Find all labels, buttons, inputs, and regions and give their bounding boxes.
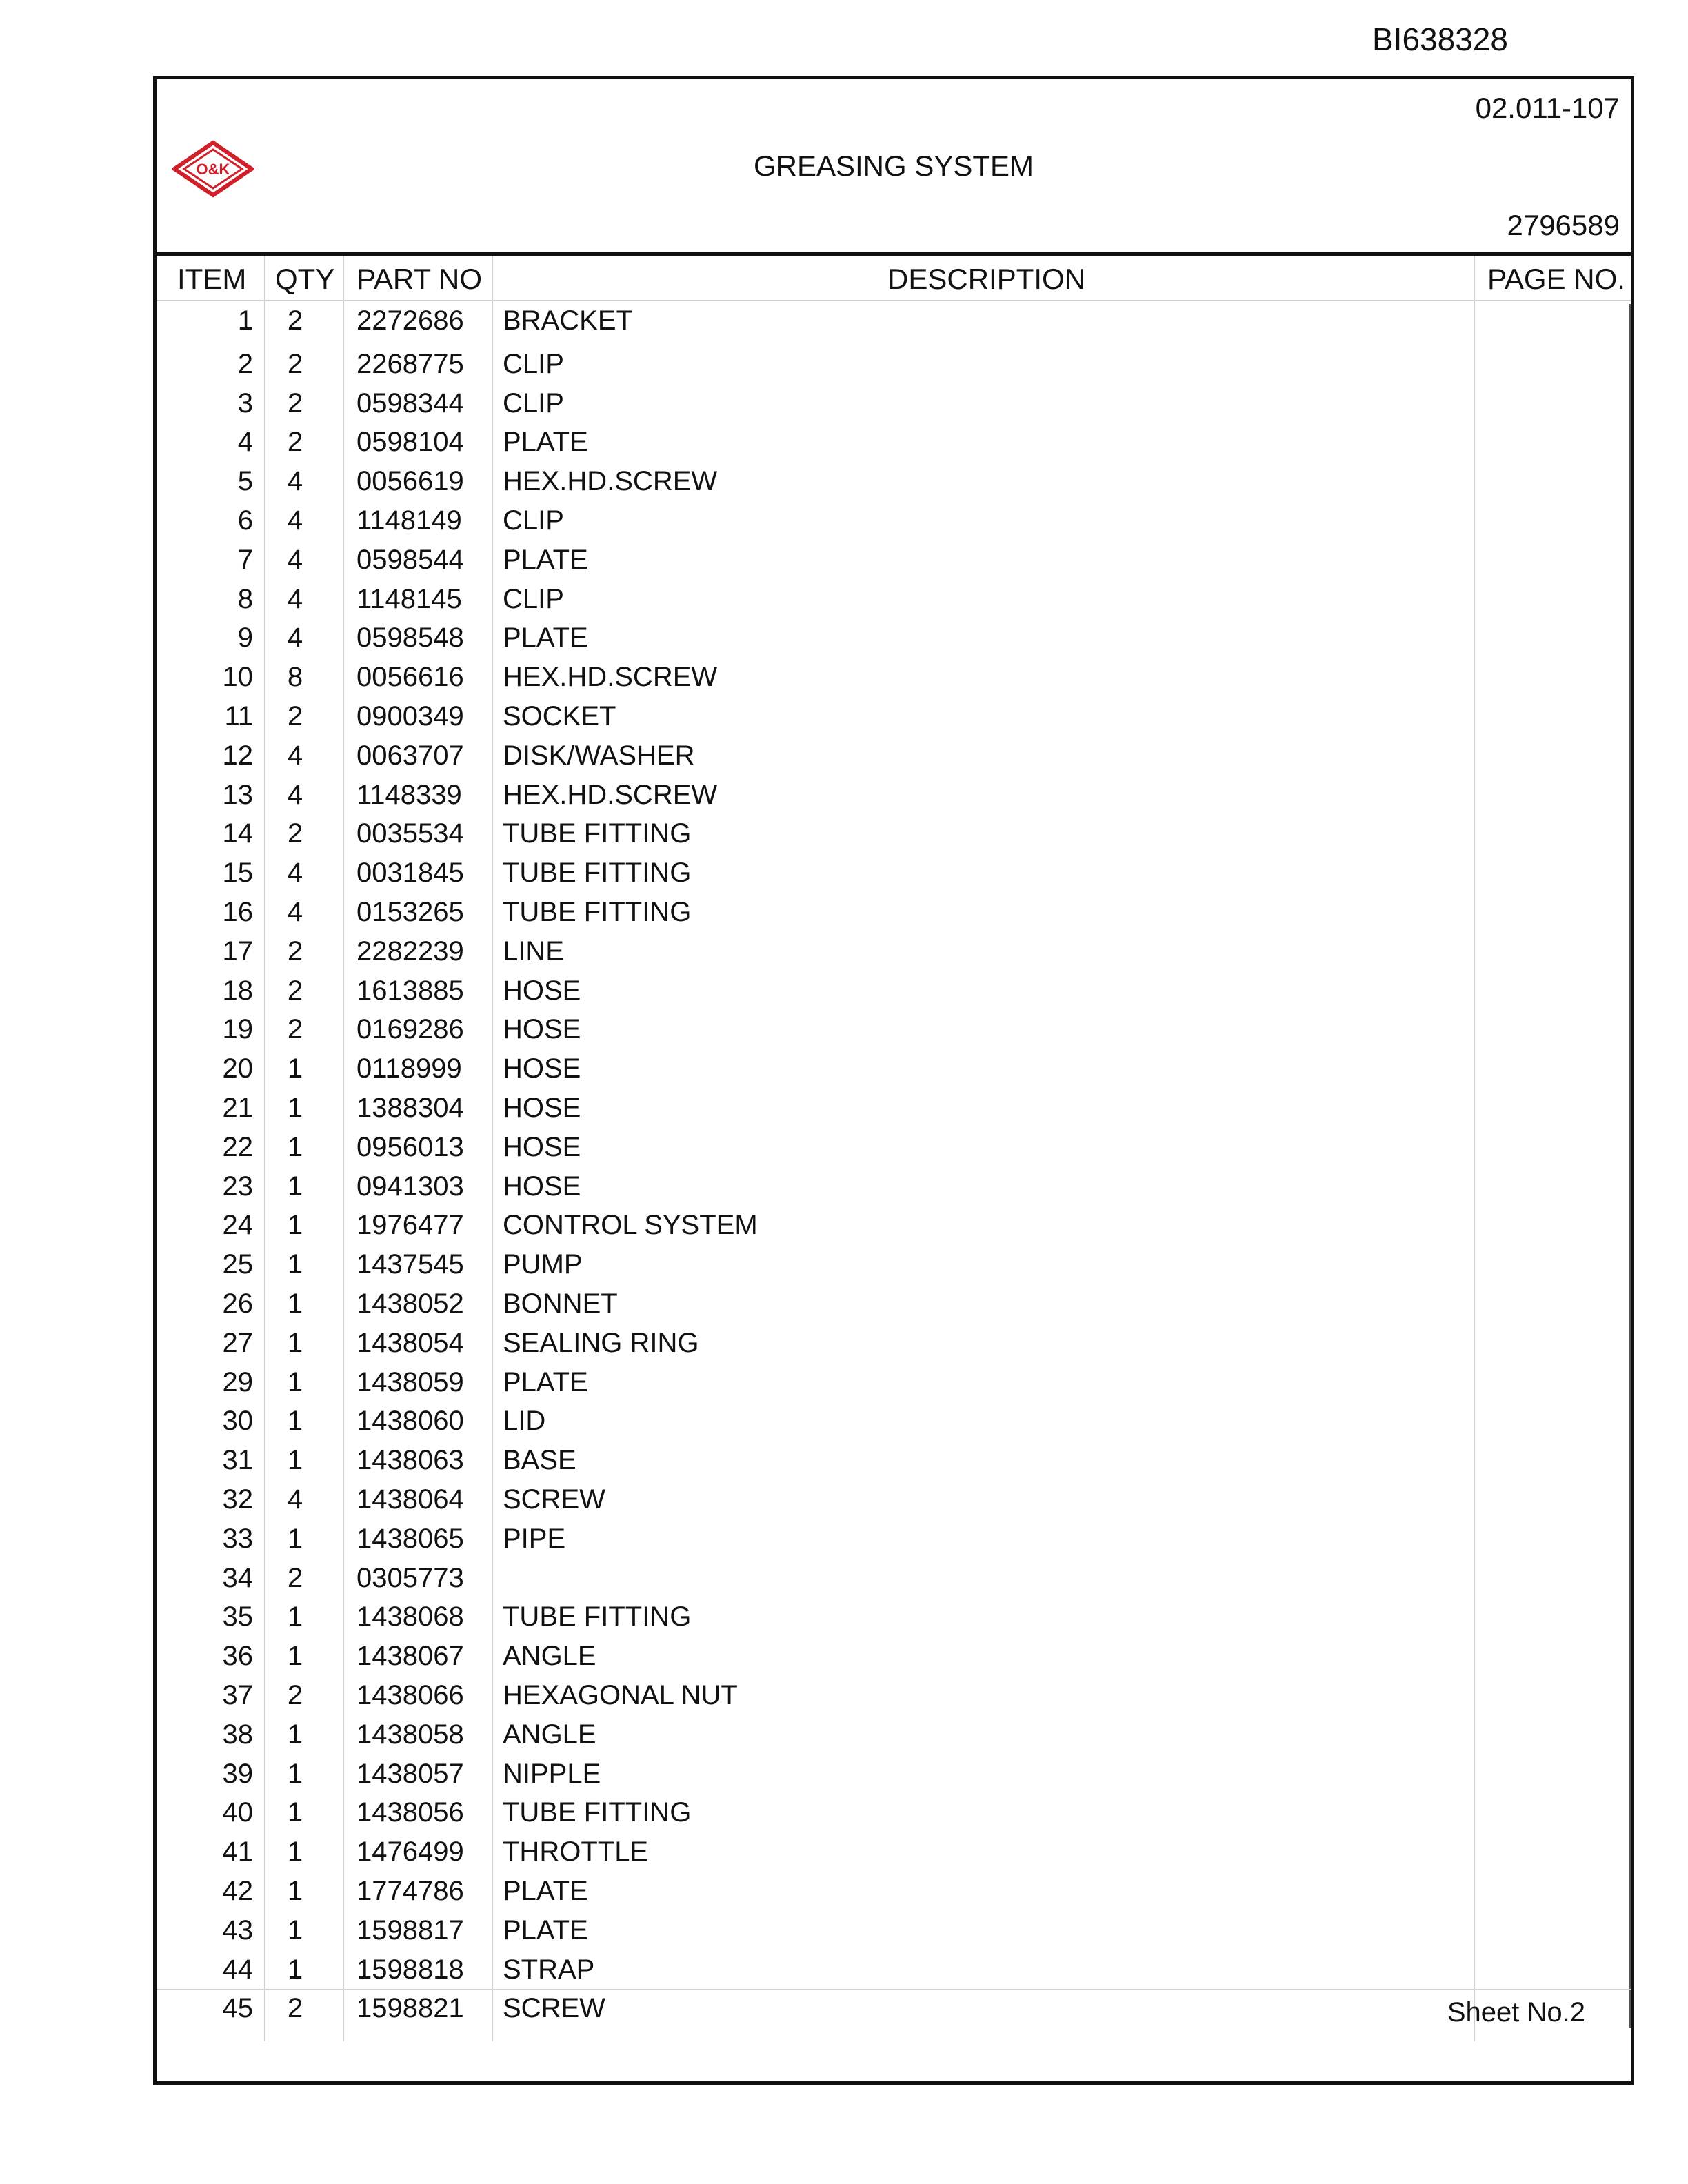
row-item: 3 [237, 387, 253, 418]
table-row [157, 975, 1631, 1014]
group-number: 02.011-107 [1475, 92, 1620, 124]
row-description: PLATE [503, 1366, 588, 1397]
row-item: 19 [222, 1014, 253, 1045]
row-description: THROTTLE [503, 1837, 649, 1868]
table-row [157, 1367, 1631, 1406]
col-header-part-no: PART NO [356, 263, 483, 295]
table-row [157, 1014, 1631, 1053]
sheet-title: GREASING SYSTEM [753, 150, 1034, 182]
row-item: 17 [222, 936, 253, 967]
row-part-no: 1148339 [356, 779, 462, 810]
row-item: 4 [237, 427, 253, 458]
row-description: HOSE [503, 975, 581, 1006]
row-description: SOCKET [503, 701, 616, 731]
row-description: PLATE [503, 544, 588, 575]
table-row [157, 505, 1631, 544]
row-description: PIPE [503, 1523, 566, 1554]
row-item: 9 [237, 623, 253, 654]
table-row [157, 1837, 1631, 1875]
row-qty: 1 [287, 1797, 303, 1828]
row-part-no: 1976477 [356, 1210, 464, 1241]
row-item: 24 [222, 1210, 253, 1241]
row-part-no: 1598817 [356, 1914, 464, 1945]
row-qty: 4 [287, 1484, 303, 1515]
row-description: HOSE [503, 1093, 581, 1123]
col-header-item: ITEM [177, 263, 247, 295]
table-row [157, 1093, 1631, 1131]
logo-text: O&K [196, 161, 230, 178]
row-qty: 4 [287, 858, 303, 889]
row-part-no: 0169286 [356, 1014, 464, 1045]
row-part-no: 1438068 [356, 1601, 464, 1632]
row-part-no: 0056616 [356, 662, 464, 693]
table-row [157, 740, 1631, 779]
row-item: 7 [237, 544, 253, 575]
row-qty: 1 [287, 1053, 303, 1084]
row-qty: 4 [287, 505, 303, 536]
row-qty: 1 [287, 1210, 303, 1241]
row-qty: 4 [287, 740, 303, 771]
row-item: 37 [222, 1680, 253, 1710]
row-part-no: 1148145 [356, 583, 462, 614]
table-row [157, 1053, 1631, 1092]
table-row [157, 1406, 1631, 1444]
row-item: 16 [222, 897, 253, 927]
row-item: 27 [222, 1327, 253, 1358]
row-qty: 1 [287, 1914, 303, 1945]
row-description: DISK/WASHER [503, 740, 695, 771]
row-part-no: 0598344 [356, 387, 464, 418]
sheet-header [157, 79, 1631, 256]
row-qty: 2 [287, 1562, 303, 1593]
row-item: 34 [222, 1562, 253, 1593]
table-row [157, 545, 1631, 583]
row-item: 11 [224, 701, 253, 731]
row-qty: 2 [287, 701, 303, 731]
row-qty: 1 [287, 1171, 303, 1202]
row-description: PLATE [503, 1914, 588, 1945]
row-item: 41 [222, 1837, 253, 1868]
row-part-no: 0956013 [356, 1131, 464, 1162]
row-part-no: 1476499 [356, 1837, 464, 1868]
row-qty: 4 [287, 466, 303, 497]
row-part-no: 0900349 [356, 701, 464, 731]
table-row [157, 1641, 1631, 1679]
row-part-no: 1598818 [356, 1954, 464, 1985]
row-qty: 1 [287, 1954, 303, 1985]
row-description: PLATE [503, 1876, 588, 1906]
row-qty: 1 [287, 1876, 303, 1906]
col-header-qty: QTY [275, 263, 335, 295]
row-qty: 2 [287, 387, 303, 418]
row-part-no: 1438059 [356, 1366, 464, 1397]
table-row [157, 1954, 1631, 1993]
sheet-number: Sheet No.2 [1447, 1997, 1585, 2028]
row-part-no: 1438064 [356, 1484, 464, 1515]
row-part-no: 0941303 [356, 1171, 464, 1202]
row-qty: 8 [287, 662, 303, 693]
row-item: 23 [222, 1171, 253, 1202]
table-row [157, 701, 1631, 740]
table-row [157, 662, 1631, 700]
row-description: PUMP [503, 1249, 583, 1280]
row-description: PLATE [503, 427, 588, 458]
row-item: 14 [222, 818, 253, 849]
table-row [157, 349, 1631, 387]
row-qty: 1 [287, 1837, 303, 1868]
row-qty: 2 [287, 818, 303, 849]
parts-list-frame [153, 76, 1634, 2085]
row-description: TUBE FITTING [503, 858, 692, 889]
table-row [157, 1249, 1631, 1288]
row-item: 29 [222, 1366, 253, 1397]
row-item: 30 [222, 1406, 253, 1437]
row-item: 39 [222, 1758, 253, 1789]
table-row [157, 1171, 1631, 1210]
row-item: 10 [222, 662, 253, 693]
table-row [157, 1601, 1631, 1640]
row-part-no: 0598104 [356, 427, 464, 458]
row-description: BONNET [503, 1288, 618, 1319]
row-description: HOSE [503, 1053, 581, 1084]
row-description: NIPPLE [503, 1758, 601, 1789]
row-part-no: 1438066 [356, 1680, 464, 1710]
row-item: 1 [237, 305, 253, 336]
row-part-no: 1598821 [356, 1993, 464, 2024]
table-row [157, 584, 1631, 623]
row-description: ANGLE [503, 1719, 596, 1750]
row-description: TUBE FITTING [503, 818, 692, 849]
row-item: 25 [222, 1249, 253, 1280]
row-qty: 1 [287, 1093, 303, 1123]
table-row [157, 1210, 1631, 1248]
row-part-no: 0035534 [356, 818, 464, 849]
row-item: 18 [222, 975, 253, 1006]
row-part-no: 1774786 [356, 1876, 464, 1906]
row-item: 20 [222, 1053, 253, 1084]
row-description: SCREW [503, 1484, 605, 1515]
col-header-description: DESCRIPTION [887, 263, 1086, 295]
row-qty: 1 [287, 1719, 303, 1750]
row-item: 15 [222, 858, 253, 889]
table-row [157, 1328, 1631, 1366]
row-description: STRAP [503, 1954, 595, 1985]
table-row [157, 780, 1631, 818]
drawing-number: 2796589 [1507, 209, 1620, 241]
table-row [157, 1759, 1631, 1797]
row-description: SEALING RING [503, 1327, 699, 1358]
table-row [157, 1132, 1631, 1171]
row-description: CLIP [503, 348, 564, 379]
row-qty: 2 [287, 305, 303, 336]
row-qty: 2 [287, 1014, 303, 1045]
row-description: TUBE FITTING [503, 1601, 692, 1632]
row-description: CLIP [503, 505, 564, 536]
table-row [157, 1288, 1631, 1327]
row-description: PLATE [503, 623, 588, 654]
row-description: CLIP [503, 387, 564, 418]
table-row [157, 1484, 1631, 1523]
row-part-no: 1388304 [356, 1093, 464, 1123]
row-part-no: 1438065 [356, 1523, 464, 1554]
row-qty: 2 [287, 975, 303, 1006]
row-part-no: 1148149 [356, 505, 462, 536]
row-item: 13 [222, 779, 253, 810]
row-part-no: 0598544 [356, 544, 464, 575]
row-part-no: 0153265 [356, 897, 464, 927]
row-description: TUBE FITTING [503, 1797, 692, 1828]
row-part-no: 1438054 [356, 1327, 464, 1358]
row-description: HEX.HD.SCREW [503, 466, 718, 497]
row-qty: 4 [287, 897, 303, 927]
row-qty: 2 [287, 1993, 303, 2024]
row-qty: 4 [287, 623, 303, 654]
row-part-no: 0305773 [356, 1562, 464, 1593]
row-description: LID [503, 1406, 546, 1437]
row-qty: 4 [287, 544, 303, 575]
row-qty: 2 [287, 936, 303, 967]
row-description: CONTROL SYSTEM [503, 1210, 758, 1241]
row-part-no: 0118999 [356, 1053, 462, 1084]
row-item: 26 [222, 1288, 253, 1319]
row-qty: 1 [287, 1758, 303, 1789]
row-item: 35 [222, 1601, 253, 1632]
row-description: LINE [503, 936, 564, 967]
row-item: 42 [222, 1876, 253, 1906]
table-row [157, 1719, 1631, 1758]
row-part-no: 1613885 [356, 975, 464, 1006]
row-qty: 2 [287, 348, 303, 379]
table-row [157, 1445, 1631, 1484]
row-description: HEX.HD.SCREW [503, 779, 718, 810]
row-qty: 4 [287, 583, 303, 614]
table-row [157, 305, 1631, 344]
row-item: 12 [222, 740, 253, 771]
table-row [157, 1524, 1631, 1562]
row-qty: 1 [287, 1641, 303, 1672]
table-row [157, 858, 1631, 896]
row-part-no: 1438063 [356, 1445, 464, 1476]
row-part-no: 0031845 [356, 858, 464, 889]
row-item: 6 [237, 505, 253, 536]
row-qty: 1 [287, 1327, 303, 1358]
table-row [157, 427, 1631, 465]
row-item: 31 [222, 1445, 253, 1476]
row-description: BRACKET [503, 305, 633, 336]
row-qty: 2 [287, 1680, 303, 1710]
row-description: HOSE [503, 1014, 581, 1045]
parts-table [157, 256, 1631, 2034]
table-header [157, 256, 1631, 301]
row-qty: 1 [287, 1288, 303, 1319]
table-row [157, 936, 1631, 975]
table-row [157, 1915, 1631, 1954]
row-item: 33 [222, 1523, 253, 1554]
row-description: ANGLE [503, 1641, 596, 1672]
row-item: 21 [222, 1093, 253, 1123]
row-item: 44 [222, 1954, 253, 1985]
row-part-no: 2268775 [356, 348, 464, 379]
row-qty: 1 [287, 1366, 303, 1397]
row-part-no: 1438057 [356, 1758, 464, 1789]
row-part-no: 1438052 [356, 1288, 464, 1319]
row-item: 5 [237, 466, 253, 497]
row-description: BASE [503, 1445, 576, 1476]
row-item: 45 [222, 1993, 253, 2024]
row-item: 2 [237, 348, 253, 379]
row-part-no: 2272686 [356, 305, 464, 336]
row-part-no: 1438058 [356, 1719, 464, 1750]
row-part-no: 1438067 [356, 1641, 464, 1672]
row-part-no: 1438060 [356, 1406, 464, 1437]
row-item: 32 [222, 1484, 253, 1515]
row-item: 36 [222, 1641, 253, 1672]
row-item: 43 [222, 1914, 253, 1945]
row-part-no: 1437545 [356, 1249, 464, 1280]
row-description: TUBE FITTING [503, 897, 692, 927]
row-qty: 1 [287, 1523, 303, 1554]
row-part-no: 0063707 [356, 740, 464, 771]
row-description: CLIP [503, 583, 564, 614]
table-row [157, 818, 1631, 857]
row-qty: 4 [287, 779, 303, 810]
table-row [157, 1797, 1631, 1836]
row-item: 22 [222, 1131, 253, 1162]
table-row [157, 623, 1631, 661]
row-qty: 1 [287, 1406, 303, 1437]
row-qty: 1 [287, 1131, 303, 1162]
row-description: HOSE [503, 1131, 581, 1162]
table-row [157, 1876, 1631, 1914]
row-item: 8 [237, 583, 253, 614]
row-qty: 2 [287, 427, 303, 458]
sheet-footer [157, 1989, 1631, 2034]
col-header-page-no: PAGE NO. [1487, 263, 1625, 295]
row-part-no: 0056619 [356, 466, 464, 497]
table-row [157, 1563, 1631, 1601]
table-row [157, 1680, 1631, 1719]
row-item: 38 [222, 1719, 253, 1750]
row-description: HEXAGONAL NUT [503, 1680, 738, 1710]
row-qty: 1 [287, 1601, 303, 1632]
row-part-no: 0598548 [356, 623, 464, 654]
row-description: SCREW [503, 1993, 605, 2024]
document-id: BI638328 [1372, 21, 1508, 57]
row-item: 40 [222, 1797, 253, 1828]
row-qty: 1 [287, 1249, 303, 1280]
table-row [157, 388, 1631, 427]
row-qty: 1 [287, 1445, 303, 1476]
row-description: HOSE [503, 1171, 581, 1202]
row-description: HEX.HD.SCREW [503, 662, 718, 693]
row-part-no: 2282239 [356, 936, 464, 967]
table-row [157, 466, 1631, 505]
table-row [157, 897, 1631, 936]
row-part-no: 1438056 [356, 1797, 464, 1828]
